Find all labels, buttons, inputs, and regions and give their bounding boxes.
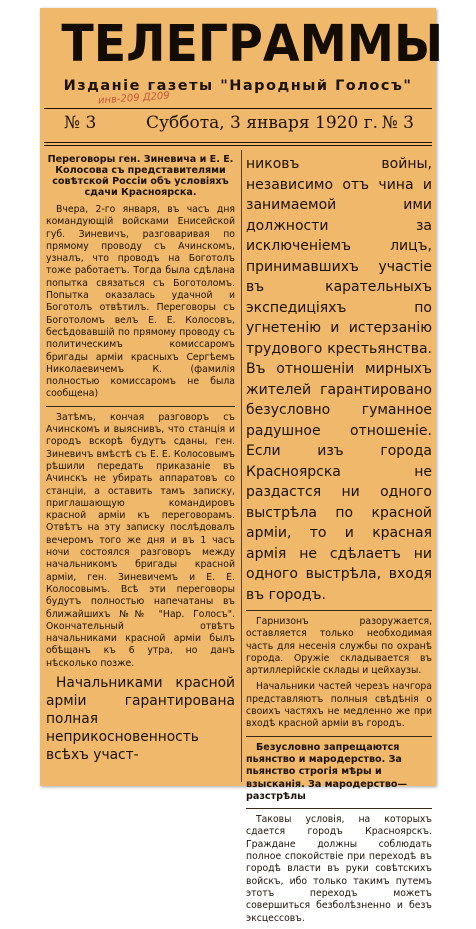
issue-info-row [50, 113, 426, 139]
article-paragraph-3: Начальниками красной арміи гарантирована полная неприкосновенность всѣхъ участ- [46, 674, 235, 763]
article-paragraph-6: Начальники частей черезъ начгора представляютъ полныя свѣдѣнія о своихъ частяхъ не медленно же при входѣ красной арміи въ городъ. [246, 681, 432, 730]
column-divider [241, 150, 242, 782]
notice-top-rule [246, 736, 432, 737]
newspaper-clipping [40, 8, 444, 924]
article-paragraph-2: Затѣмъ, кончая разговоръ съ Ачинскомъ и выяснивъ, что станція и городъ вскорѣ будутъ сданы, ген. Зиневичъ вмѣстѣ съ Е. Е. Колосовымъ рѣшили передать приказаніе въ Ачинскъ не убирать аппаратовъ со станціи, а оставить тамъ записку, приглашающую командировъ красной арміи къ переговорамъ. Отвѣтъ на эту записку послѣдовалъ вечеромъ того же дня и въ 1 часъ ночи состоялся разговоръ между начальникомъ бригады красной арміи, ген. Зиневичемъ и Е. Е. Колосовымъ. Всѣ эти переговоры будутъ полностью напечатаны въ ближайшихъ №№ "Нар. Голосъ". Окончательный отвѣтъ начальниками красной арміи былъ обѣщанъ къ 6 утра, но данъ нѣсколько позже. [46, 411, 235, 669]
masthead-title: ТЕЛЕГРАММЫ [61, 15, 444, 74]
archive-inventory-mark: инв-209 Д209 [97, 90, 171, 107]
article-paragraph-5: Гарнизонъ разоружается, оставляется только необходимая часть для несенія службы по охранѣ города. Оружіе складывается въ артиллерійскіе склады и цейхаузы. [246, 616, 432, 677]
header-bottom-rule [44, 142, 432, 143]
left-column [46, 154, 235, 764]
notice-bottom-rule [246, 808, 432, 809]
issue-number-left: № 3 [64, 113, 97, 133]
article-paragraph-4: никовъ войны, независимо отъ чина и занимаемой ими должности за исключеніемъ лицъ, принимавшихъ участіе въ карательныхъ экспедиціяхъ по угнетенію и истерзанію трудового крестьянства. Въ отношеніи мирныхъ жителей гарантировано безусловно гуманное радушное отношеніе. Если изъ города Красноярска не раздастся ни одного выстрѣла по красной арміи, то и красная армія не сдѣлаетъ ни одного выстрѣла, входя въ городъ. [246, 156, 432, 603]
publisher-line: Изданіе газеты "Народный Голосъ" [63, 78, 413, 94]
issue-number-right: № 3 [381, 113, 414, 133]
header-bottom-rule-2 [44, 145, 432, 146]
header-top-rule [44, 108, 432, 109]
article-paragraph-1: Вчера, 2-го января, въ часъ дня командующій войсками Енисейской губ. Зиневичъ, разговаривая по прямому проводу съ Ачинскомъ, узналъ, что проводъ на Боготолъ тоже работаетъ. Тогда была сдѣлана попытка связаться съ Боготоломъ. Попытка оказалась удачной и Боготолъ отвѣтилъ. Переговоры съ Боготоломъ велъ Е. Е. Колосовъ, бесѣдовавшій по прямому проводу съ политическимъ комиссаромъ бригады арміи красныхъ Сергѣемъ Николаевичемъ К. (фамилія полностью комиссаромъ не была сообщена) [46, 204, 235, 400]
right-column [246, 154, 432, 929]
article-headline: Переговоры ген. Зиневича и Е. Е. Колосова съ представителями совѣтской Россіи объ условіяхъ сдачи Красноярска. [47, 154, 234, 198]
prohibition-notice: Безусловно запрещаются пьянство и мародерство. За пьянство строгія мѣры и взысканія. За мародерство—разстрѣлы [246, 741, 408, 802]
paragraph-divider [46, 406, 235, 407]
issue-date: Суббота, 3 января 1920 г. [146, 113, 379, 133]
article-paragraph-7: Таковы условія, на которыхъ сдается городъ Красноярскъ. Граждане должны соблюдать полное спокойствіе при переходѣ въ городѣ власти въ руки совѣтскихъ войскъ, ибо только такимъ путемъ этотъ переходъ можетъ совершиться безболѣзненно и безъ эксцессовъ. [246, 814, 432, 924]
paragraph-divider-right [246, 610, 432, 611]
